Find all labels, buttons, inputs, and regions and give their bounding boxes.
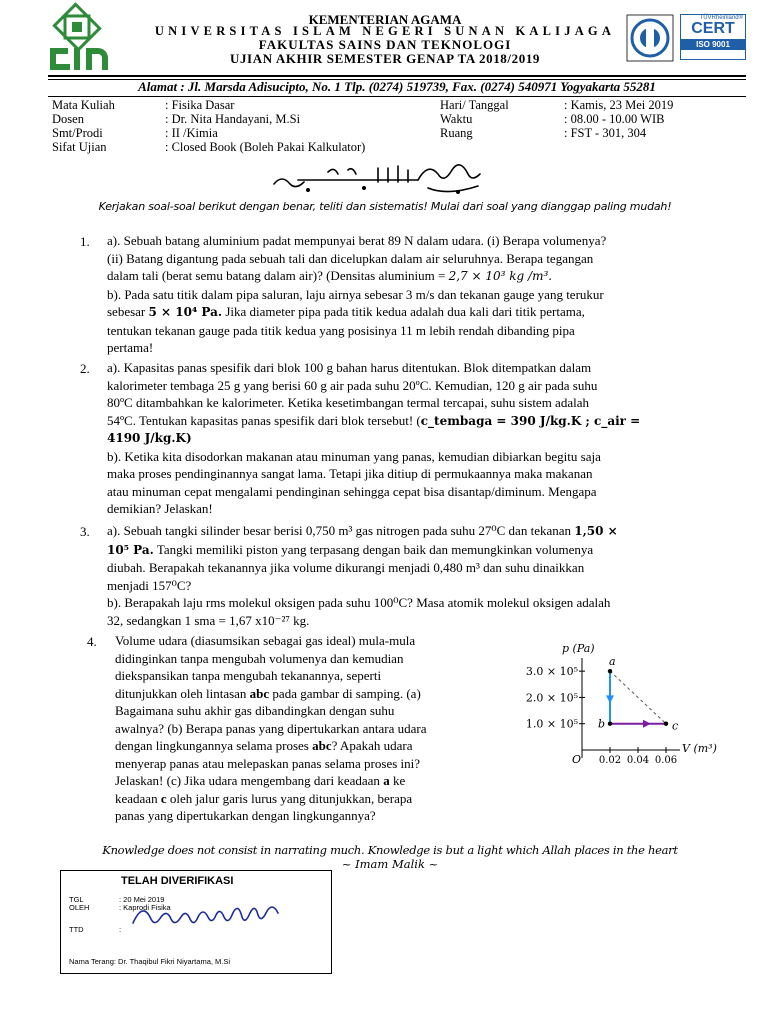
info-value: : Fisika Dasar [165,98,235,112]
ministry-title: KEMENTERIAN AGAMA [308,12,462,27]
q1-b-line: b). Pada satu titik dalam pipa saluran, laju airnya sebesar 3 m/s dan tekanan gauge yang terukur [107,286,604,302]
q3-a-line: menjadi 157⁰C? [107,577,192,593]
q1-pressure-eq: 5 × 10⁴ Pa. [148,305,223,319]
q4-line: didinginkan tanpa mengubah volumenya dan kemudian [115,650,404,666]
q2-a-line: a). Kapasitas panas spesifik dari blok 100 g bahan harus ditentukan. Blok ditempatkan dalam [107,360,592,375]
x-tick-label: 0.06 [654,755,678,766]
q3-pressure-eq-cont: 10⁵ Pa. [107,542,154,557]
question-1 [107,232,675,357]
question-number: 2. [80,361,90,376]
x-tick-label: 0.02 [598,755,622,766]
info-label: Mata Kuliah [52,98,115,112]
y-tick-label: 2.0 × 10⁵ [525,691,578,705]
info-value: : FST - 301, 304 [564,126,647,140]
q1-density-eq: 2,7 × 10³ kg /m³. [448,269,553,283]
info-label: Smt/Prodi [52,126,103,140]
info-value: : 08.00 - 10.00 WIB [564,112,665,126]
q2-a-line: 80ºC ditambahkan ke kalorimeter. Ketika kesetimbangan termal tercapai, suhu sistem adalah [107,395,589,410]
q4-line: dengan lingkungannya selama proses abc? Apakah udara [115,738,413,753]
question-3 [107,522,675,629]
tuv-seal-icon [626,14,674,62]
q2-b-line: maka proses pendinginannya sangat lama. Tetapi jika ditiup di permukaannya maka makanan [107,466,593,481]
q1-a-line: a). Sebuah batang aluminium padat mempunyai berat 89 N dalam udara. (i) Berapa volumenya? [107,233,607,248]
university-title: UNIVERSITAS ISLAM NEGERI SUNAN KALIJAGA [154,24,616,38]
q4-line: keadaan c oleh jalur garis lurus yang ditunjukkan, berapa [115,790,413,806]
origin-label: O [572,753,582,766]
q4-line: awalnya? (b) Berapa panas yang dipertukarkan antara udara [115,720,427,736]
instruction: Kerjakan soal-soal berikut dengan benar, teliti dan sistematis! Mulai dari soal yang dianggap paling mudah! [98,200,672,213]
y-tick-label: 3.0 × 10⁵ [525,665,578,679]
verification-box [60,870,332,974]
quote-text: Knowledge does not consist in narrating much. Knowledge is but a light which Allah places in the heart [102,843,678,857]
info-label: Dosen [52,112,84,126]
signature [129,901,299,931]
verification-title: TELAH DIVERIFIKASI [121,875,234,887]
q4-line: diekspansikan tanpa mengubah tekanannya, seperti [115,668,382,683]
arrow-ab-icon [606,695,614,703]
info-label: Ruang [440,126,473,140]
q4-line: ditunjukkan oleh lintasan abc pada gambar di samping. (a) [115,685,421,701]
q1-a-line: (ii) Batang digantung pada sebuah tali dan dicelupkan dalam air seluruhnya. Berapa tegangan [107,250,594,266]
address-rule [48,96,746,97]
q3-a-line: diubah. Berapakah tekanannya jika volume dikurangi menjadi 0,480 m³ dan suhu dinaikkan [107,560,585,575]
nama-terang: Nama Terang: Dr. Thaqibul Fikri Niyartama, M.Si [69,957,231,966]
graph-ylabel: p (Pa) [562,642,595,655]
q4-line: Bagaimana suhu akhir gas dibandingkan dengan suhu [115,703,395,718]
info-label: Hari/ Tanggal [440,98,509,112]
q2-a-line: 4190 J/kg.K) [107,431,192,445]
info-value: : II /Kimia [165,126,218,140]
pv-diagram [525,640,726,770]
y-tick-label: 1.0 × 10⁵ [525,717,578,731]
ttd-colon: : [119,925,122,934]
question-number: 3. [80,524,90,539]
point-c [664,722,668,726]
tgl-value: : 20 Mei 2019 [119,895,165,904]
q3-pressure-eq: 1,50 × [574,524,618,538]
question-number: 1. [80,234,90,249]
q2-a-line: kalorimeter tembaga 25 g yang berisi 60 g air pada suhu 20ºC. Kemudian, 120 g air pada suhu [107,377,598,393]
question-2 [107,359,675,518]
oleh-label: OLEH [69,903,90,912]
q2-b-line: b). Ketika kita disodorkan makanan atau minuman yang panas, kemudian dibiarkan begitu saja [107,448,601,464]
x-tick-label: 0.04 [626,755,650,766]
info-value: : Closed Book (Boleh Pakai Kalkulator) [165,140,366,154]
q2-heat-eq: c_tembaga = 390 J/kg.K ; c_air = [420,413,641,428]
arrow-bc-icon [643,720,651,728]
q3-a-line: a). Sebuah tangki silinder besar berisi 0,750 m³ gas nitrogen pada suhu 27⁰C dan tekanan 1,50 × [107,523,618,538]
basmala-calligraphy [268,160,498,198]
point-label: a [609,655,616,669]
info-label: Sifat Ujian [52,140,107,154]
oleh-value: : Kaprodi Fisika [119,903,171,912]
exam-title: UJIAN AKHIR SEMESTER GENAP TA 2018/2019 [229,51,541,66]
q1-b-line: pertama! [107,340,154,355]
q3-b-line: 32, sedangkan 1 sma = 1,67 x10⁻²⁷ kg. [107,612,310,628]
cert-iso: ISO 9001 [681,39,745,50]
address: Alamat : Jl. Marsda Adisucipto, No. 1 Tlp. (0274) 519739, Fax. (0274) 540971 Yogyakarta 55281 [138,79,656,94]
q3-a-line: 10⁵ Pa. Tangki memiliki piston yang terpasang dengan baik dan memungkinkan volumenya [107,541,594,557]
cert-brand: TÜVRheinland® [699,15,743,21]
q2-b-line: demikian? Jelaskan! [107,501,213,516]
q3-b-line: b). Berapakah laju rms molekul oksigen pada suhu 100⁰C? Masa atomik molekul oksigen adalah [107,595,611,610]
info-label: Waktu [440,112,473,126]
path-ac-line [610,671,666,724]
q4-line: Jelaskan! (c) Jika udara mengembang dari keadaan a ke [115,773,406,788]
cert-label: CERT [691,20,735,37]
q4-line: panas yang dipertukarkan dengan lingkungannya? [115,808,376,823]
quote-author: ~ Imam Malik ~ [341,857,439,871]
point-label: c [672,719,679,733]
q2-a-line: 54ºC. Tentukan kapasitas panas spesifik dari blok tersebut! (c_tembaga = 390 J/kg.K ; c_air = [107,412,641,428]
header-rule [48,75,746,77]
faculty-title: FAKULTAS SAINS DAN TEKNOLOGI [258,37,512,52]
q1-b-line: sebesar 5 × 10⁴ Pa. Jika diameter pipa pada titik kedua adalah dua kali dari titik pertama, [107,304,585,319]
info-value: : Dr. Nita Handayani, M.Si [165,112,301,126]
graph-xlabel: V (m³) [682,742,717,755]
info-value: : Kamis, 23 Mei 2019 [564,98,674,112]
cert-badge [680,14,746,60]
point-b [608,722,612,726]
q2-b-line: atau minuman cepat mengalami pendinginan sehingga cepat bisa disantap/diminum. Mengapa [107,483,597,499]
q1-b-line: tentukan tekanan gauge pada titik kedua yang posisinya 11 m lebih rendah dibanding pipa [107,322,575,338]
q4-line: menyerap panas atau melepaskan panas selama proses ini? [115,755,421,771]
point-label: b [598,717,606,731]
question-4 [115,632,479,825]
q1-a-line: dalam tali (berat semu batang dalam air)? (Densitas aluminium = 2,7 × 10³ kg /m³. [107,268,553,283]
q4-line: Volume udara (diasumsikan sebagai gas ideal) mula-mula [115,633,416,648]
ttd-label: TTD [69,925,84,934]
tgl-label: TGL [69,895,84,904]
question-number: 4. [87,634,97,649]
uin-logo [48,10,130,72]
point-a [608,669,612,673]
